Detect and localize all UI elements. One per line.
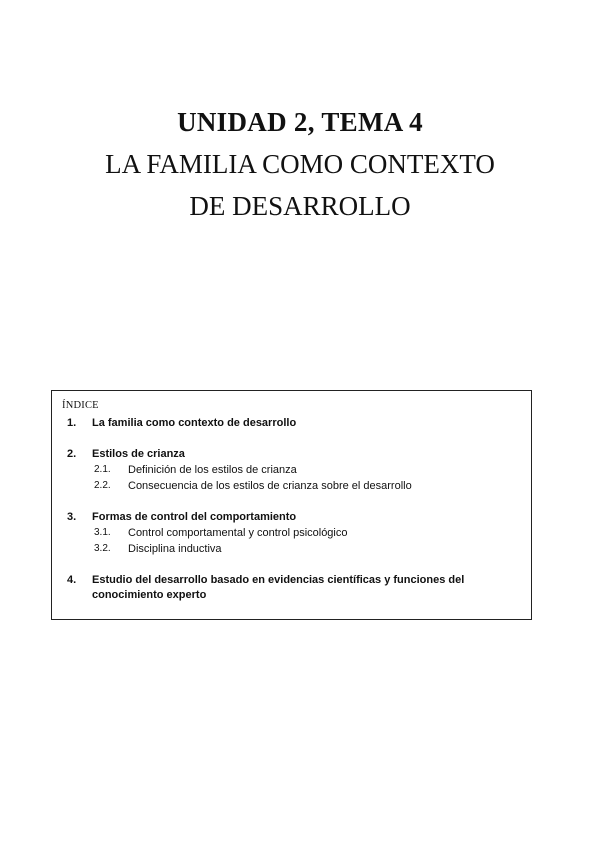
index-item-1 bbox=[62, 416, 521, 431]
index-item-4 bbox=[62, 573, 521, 603]
index-subitem-2-2 bbox=[62, 478, 521, 494]
index-subitem-number: 2.1. bbox=[94, 464, 111, 475]
index-subitem-2-1 bbox=[62, 462, 521, 478]
index-subitem-label: Consecuencia de los estilos de crianza sobre el desarrollo bbox=[128, 480, 412, 492]
index-item-2 bbox=[62, 447, 521, 462]
index-item-label: La familia como contexto de desarrollo bbox=[92, 417, 297, 429]
index-item-label: Formas de control del comportamiento bbox=[92, 511, 297, 523]
index-item-number: 1. bbox=[67, 417, 77, 429]
index-subitem-label: Definición de los estilos de crianza bbox=[128, 464, 297, 476]
index-subitem-number: 3.2. bbox=[94, 543, 111, 554]
index-subitem-label: Disciplina inductiva bbox=[128, 543, 222, 555]
index-heading: ÍNDICE bbox=[62, 400, 99, 411]
index-subitem-number: 3.1. bbox=[94, 527, 111, 538]
index-item-number: 3. bbox=[67, 511, 77, 523]
index-subitem-number: 2.2. bbox=[94, 480, 111, 491]
main-title-line-2: DE DESARROLLO bbox=[189, 191, 411, 221]
index-item-number: 4. bbox=[67, 574, 77, 586]
index-item-label: Estudio del desarrollo basado en evidencias científicas y funciones del conocimiento experto bbox=[92, 574, 465, 601]
document-header bbox=[0, 105, 600, 227]
unit-title: UNIDAD 2, TEMA 4 bbox=[177, 107, 423, 137]
index-subitem-3-1 bbox=[62, 525, 521, 541]
main-title-line-1: LA FAMILIA COMO CONTEXTO bbox=[105, 149, 495, 179]
index-item-number: 2. bbox=[67, 448, 77, 460]
index-box bbox=[51, 390, 532, 620]
index-item-3 bbox=[62, 510, 521, 525]
index-subitem-label: Control comportamental y control psicológico bbox=[128, 527, 348, 539]
index-item-label: Estilos de crianza bbox=[92, 448, 185, 460]
index-subitem-3-2 bbox=[62, 541, 521, 557]
